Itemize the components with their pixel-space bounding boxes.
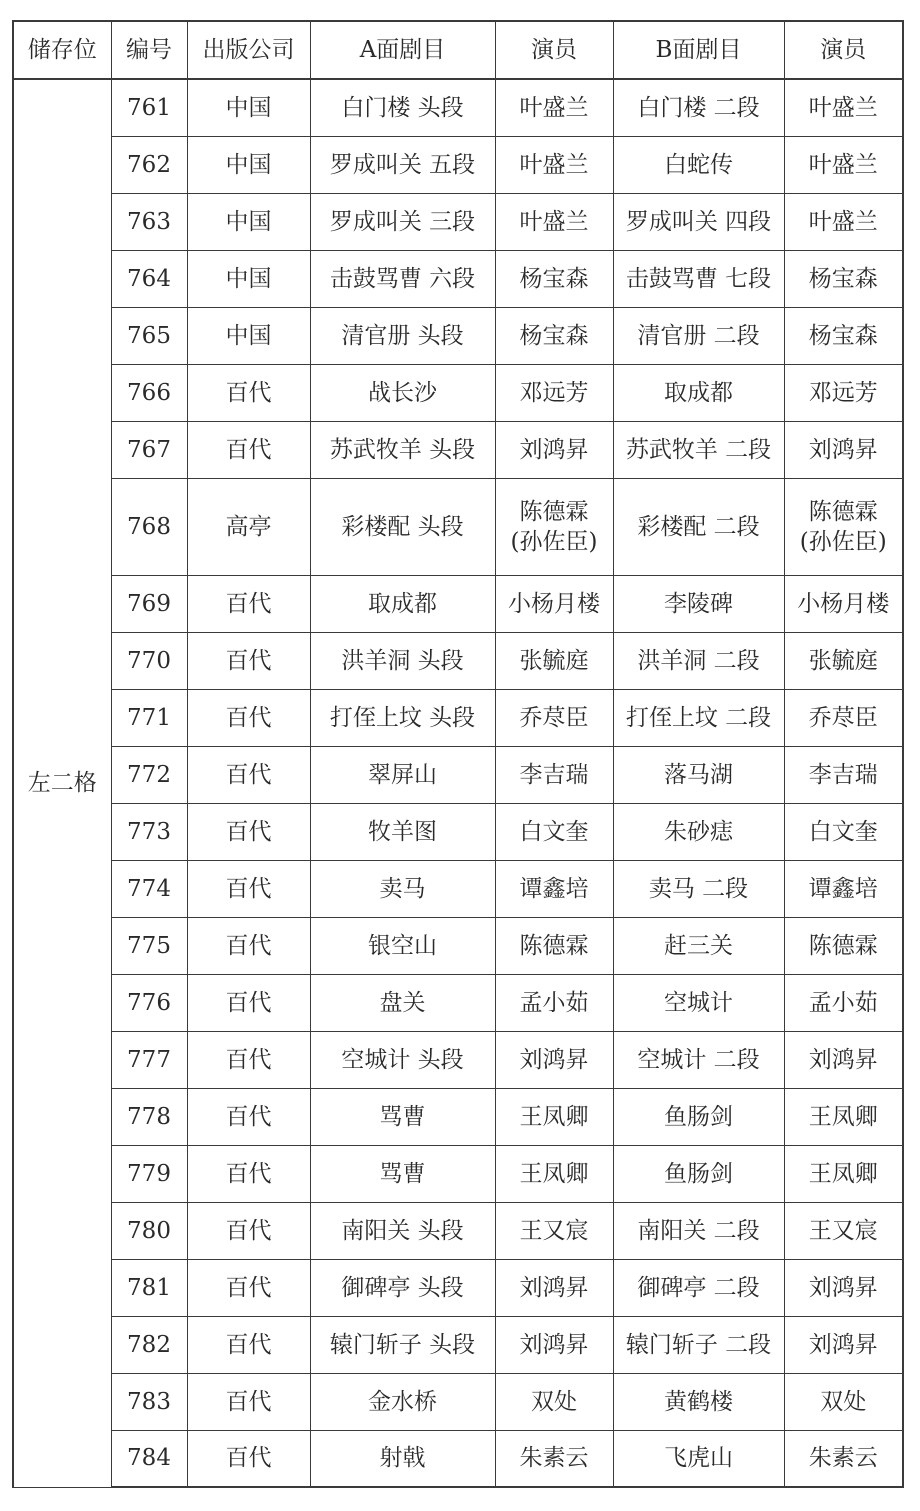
side-b-title-cell: 苏武牧羊 二段 [613,421,784,478]
header-side-a-actor: 演员 [495,21,613,79]
table-row [13,1373,903,1430]
accompanist-note: (孙佐臣) [510,528,598,555]
side-a-actor-cell: 白文奎 [495,803,613,860]
side-b-actor-cell: 陈德霖 [784,917,903,974]
record-number-cell: 773 [111,803,187,860]
catalog-page [12,20,902,1488]
record-number-cell: 780 [111,1202,187,1259]
side-b-title-cell: 飞虎山 [613,1430,784,1487]
side-a-title-cell: 银空山 [310,917,495,974]
publisher-cell: 百代 [187,1145,310,1202]
side-a-title-cell: 盘关 [310,974,495,1031]
storage-location-cell: 左二格 [13,79,111,1487]
record-number-cell: 784 [111,1430,187,1487]
side-a-actor-cell: 杨宝森 [495,250,613,307]
side-a-title-cell: 彩楼配 头段 [310,478,495,575]
side-a-title-cell: 御碑亭 头段 [310,1259,495,1316]
side-b-title-cell: 鱼肠剑 [613,1145,784,1202]
side-b-title-cell: 空城计 二段 [613,1031,784,1088]
side-b-actor-cell: 叶盛兰 [784,79,903,136]
side-b-actor-cell: 叶盛兰 [784,136,903,193]
publisher-cell: 高亭 [187,478,310,575]
side-b-actor-cell: 叶盛兰 [784,193,903,250]
record-number-cell: 779 [111,1145,187,1202]
header-side-b-actor: 演员 [784,21,903,79]
side-a-actor-cell: 叶盛兰 [495,136,613,193]
side-a-actor-cell: 孟小茹 [495,974,613,1031]
side-a-title-cell: 罗成叫关 五段 [310,136,495,193]
side-a-actor-cell: 杨宝森 [495,307,613,364]
side-b-title-cell: 朱砂痣 [613,803,784,860]
record-number-cell: 781 [111,1259,187,1316]
table-row [13,1031,903,1088]
side-a-title-cell: 洪羊洞 头段 [310,632,495,689]
record-number-cell: 763 [111,193,187,250]
publisher-cell: 百代 [187,1373,310,1430]
side-a-title-cell: 取成都 [310,575,495,632]
table-row [13,1316,903,1373]
table-row [13,803,903,860]
table-row [13,974,903,1031]
record-number-cell: 775 [111,917,187,974]
side-b-actor-cell: 刘鸿昇 [784,1031,903,1088]
side-a-title-cell: 翠屏山 [310,746,495,803]
side-b-title-cell: 御碑亭 二段 [613,1259,784,1316]
table-row [13,1145,903,1202]
side-b-title-cell: 打侄上坟 二段 [613,689,784,746]
publisher-cell: 百代 [187,632,310,689]
side-b-actor-cell: 谭鑫培 [784,860,903,917]
record-number-cell: 765 [111,307,187,364]
side-a-title-cell: 苏武牧羊 头段 [310,421,495,478]
side-b-actor-cell [784,478,903,575]
publisher-cell: 中国 [187,79,310,136]
side-a-actor-cell: 谭鑫培 [495,860,613,917]
side-a-actor-cell: 朱素云 [495,1430,613,1487]
record-number-cell: 769 [111,575,187,632]
side-a-title-cell: 骂曹 [310,1145,495,1202]
side-a-actor-cell: 刘鸿昇 [495,1259,613,1316]
side-b-title-cell: 辕门斩子 二段 [613,1316,784,1373]
publisher-cell: 百代 [187,860,310,917]
side-b-actor-cell: 刘鸿昇 [784,1316,903,1373]
record-number-cell: 774 [111,860,187,917]
side-a-actor-cell: 李吉瑞 [495,746,613,803]
record-number-cell: 778 [111,1088,187,1145]
side-b-actor-cell: 王又宸 [784,1202,903,1259]
publisher-cell: 百代 [187,746,310,803]
side-a-title-cell: 金水桥 [310,1373,495,1430]
side-b-title-cell: 清官册 二段 [613,307,784,364]
side-a-actor-cell: 叶盛兰 [495,193,613,250]
side-a-title-cell: 辕门斩子 头段 [310,1316,495,1373]
table-body [13,79,903,1487]
side-b-actor-cell: 小杨月楼 [784,575,903,632]
side-a-title-cell: 白门楼 头段 [310,79,495,136]
header-side-b-title: B面剧目 [613,21,784,79]
table-row [13,746,903,803]
record-number-cell: 768 [111,478,187,575]
side-a-title-cell: 骂曹 [310,1088,495,1145]
publisher-cell: 百代 [187,1316,310,1373]
table-row [13,79,903,136]
side-b-title-cell: 鱼肠剑 [613,1088,784,1145]
publisher-cell: 百代 [187,803,310,860]
publisher-cell: 百代 [187,1031,310,1088]
side-a-title-cell: 牧羊图 [310,803,495,860]
side-b-actor-cell: 双处 [784,1373,903,1430]
table-row [13,1430,903,1487]
record-number-cell: 764 [111,250,187,307]
actor-name: 陈德霖 [808,498,878,525]
record-number-cell: 766 [111,364,187,421]
side-b-title-cell: 白蛇传 [613,136,784,193]
publisher-cell: 百代 [187,1088,310,1145]
side-b-actor-cell: 李吉瑞 [784,746,903,803]
table-row [13,478,903,575]
side-a-title-cell: 战长沙 [310,364,495,421]
side-a-title-cell: 南阳关 头段 [310,1202,495,1259]
table-row [13,689,903,746]
side-b-actor-cell: 邓远芳 [784,364,903,421]
side-a-actor-cell: 叶盛兰 [495,79,613,136]
record-number-cell: 761 [111,79,187,136]
publisher-cell: 百代 [187,974,310,1031]
side-b-title-cell: 彩楼配 二段 [613,478,784,575]
side-a-actor-cell: 王又宸 [495,1202,613,1259]
record-number-cell: 777 [111,1031,187,1088]
side-a-actor-cell: 刘鸿昇 [495,1031,613,1088]
table-row [13,364,903,421]
publisher-cell: 百代 [187,689,310,746]
record-number-cell: 776 [111,974,187,1031]
side-b-actor-cell: 孟小茹 [784,974,903,1031]
side-a-title-cell: 清官册 头段 [310,307,495,364]
table-row [13,1088,903,1145]
side-a-actor-cell: 张毓庭 [495,632,613,689]
side-b-actor-cell: 王凤卿 [784,1088,903,1145]
publisher-cell: 中国 [187,193,310,250]
side-b-actor-cell: 杨宝森 [784,307,903,364]
side-a-actor-cell: 王凤卿 [495,1088,613,1145]
header-publisher: 出版公司 [187,21,310,79]
table-row [13,575,903,632]
side-a-title-cell: 击鼓骂曹 六段 [310,250,495,307]
table-row [13,917,903,974]
table-row [13,1259,903,1316]
side-a-actor-cell: 乔荩臣 [495,689,613,746]
publisher-cell: 百代 [187,421,310,478]
publisher-cell: 百代 [187,1202,310,1259]
side-a-actor-cell: 王凤卿 [495,1145,613,1202]
publisher-cell: 百代 [187,364,310,421]
table-row [13,860,903,917]
table-row [13,307,903,364]
side-b-title-cell: 击鼓骂曹 七段 [613,250,784,307]
side-b-title-cell: 卖马 二段 [613,860,784,917]
side-b-title-cell: 黄鹤楼 [613,1373,784,1430]
table-row [13,250,903,307]
side-a-actor-cell [495,478,613,575]
side-b-title-cell: 白门楼 二段 [613,79,784,136]
accompanist-note: (孙佐臣) [799,528,887,555]
header-number: 编号 [111,21,187,79]
record-number-cell: 783 [111,1373,187,1430]
record-number-cell: 772 [111,746,187,803]
side-a-title-cell: 空城计 头段 [310,1031,495,1088]
side-b-actor-cell: 刘鸿昇 [784,1259,903,1316]
side-b-actor-cell: 刘鸿昇 [784,421,903,478]
side-b-title-cell: 空城计 [613,974,784,1031]
side-b-title-cell: 罗成叫关 四段 [613,193,784,250]
side-b-actor-cell: 杨宝森 [784,250,903,307]
record-number-cell: 782 [111,1316,187,1373]
side-b-title-cell: 南阳关 二段 [613,1202,784,1259]
side-a-actor-cell: 刘鸿昇 [495,1316,613,1373]
table-row [13,421,903,478]
side-a-actor-cell: 双处 [495,1373,613,1430]
header-storage: 储存位 [13,21,111,79]
side-a-actor-cell: 小杨月楼 [495,575,613,632]
side-b-title-cell: 落马湖 [613,746,784,803]
side-b-title-cell: 洪羊洞 二段 [613,632,784,689]
record-number-cell: 770 [111,632,187,689]
side-b-actor-cell: 乔荩臣 [784,689,903,746]
publisher-cell: 百代 [187,575,310,632]
side-b-actor-cell: 白文奎 [784,803,903,860]
table-row [13,136,903,193]
side-b-actor-cell: 王凤卿 [784,1145,903,1202]
side-a-title-cell: 卖马 [310,860,495,917]
side-a-title-cell: 射戟 [310,1430,495,1487]
side-b-title-cell: 李陵碑 [613,575,784,632]
publisher-cell: 百代 [187,1430,310,1487]
record-catalog-table [12,20,904,1488]
publisher-cell: 百代 [187,1259,310,1316]
side-a-actor-cell: 刘鸿昇 [495,421,613,478]
table-row [13,632,903,689]
record-number-cell: 762 [111,136,187,193]
side-a-title-cell: 罗成叫关 三段 [310,193,495,250]
side-b-actor-cell: 张毓庭 [784,632,903,689]
side-a-actor-cell: 邓远芳 [495,364,613,421]
actor-name: 陈德霖 [519,498,589,525]
publisher-cell: 百代 [187,917,310,974]
publisher-cell: 中国 [187,136,310,193]
table-row [13,1202,903,1259]
publisher-cell: 中国 [187,250,310,307]
header-side-a-title: A面剧目 [310,21,495,79]
record-number-cell: 767 [111,421,187,478]
side-a-actor-cell: 陈德霖 [495,917,613,974]
table-header [13,21,903,79]
side-b-title-cell: 取成都 [613,364,784,421]
record-number-cell: 771 [111,689,187,746]
side-b-title-cell: 赶三关 [613,917,784,974]
table-row [13,193,903,250]
side-a-title-cell: 打侄上坟 头段 [310,689,495,746]
side-b-actor-cell: 朱素云 [784,1430,903,1487]
header-row [13,21,903,79]
publisher-cell: 中国 [187,307,310,364]
